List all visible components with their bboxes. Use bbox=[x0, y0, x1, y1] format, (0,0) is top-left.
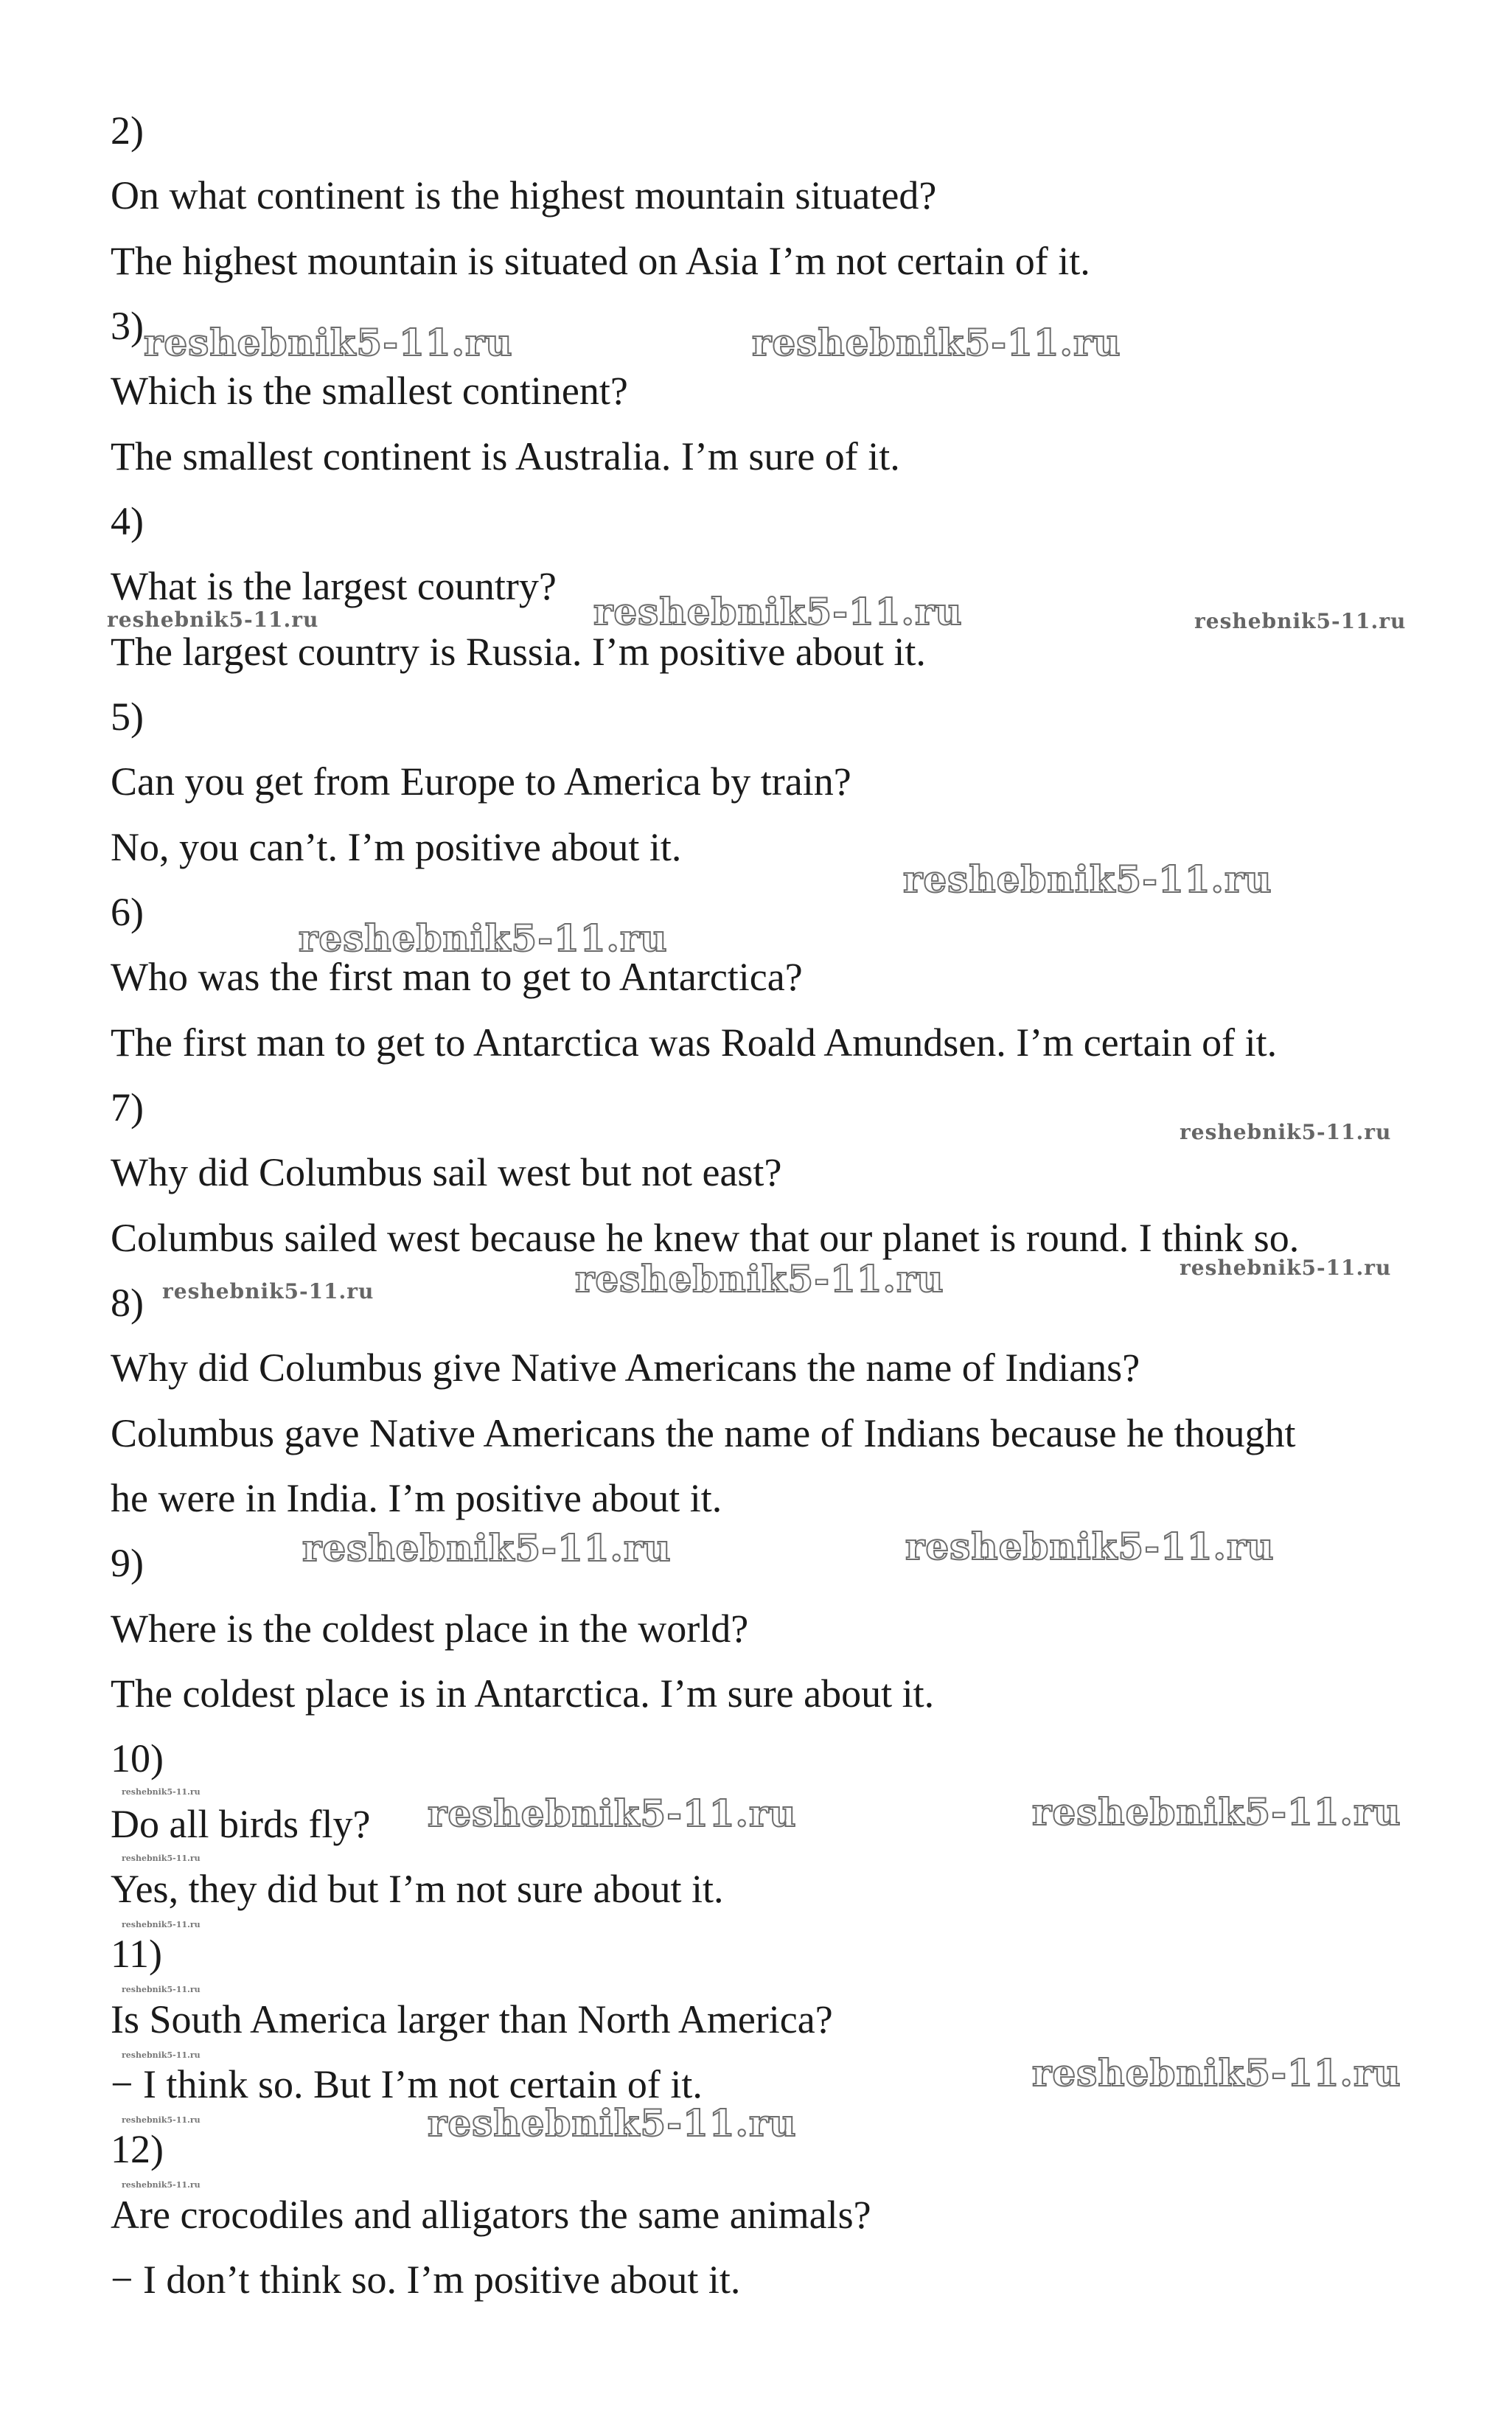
watermark: reshebnik5-11.ru bbox=[593, 590, 963, 633]
watermark: reshebnik5-11.ru bbox=[122, 2180, 201, 2190]
item-number: 2) bbox=[111, 108, 144, 153]
watermark: reshebnik5-11.ru bbox=[122, 2115, 201, 2125]
watermark: reshebnik5-11.ru bbox=[122, 2050, 201, 2060]
item-number: 3) bbox=[111, 304, 144, 348]
text-line: The largest country is Russia. I’m positive about it. bbox=[111, 630, 926, 674]
text-line: The first man to get to Antarctica was Roald Amundsen. I’m certain of it. bbox=[111, 1020, 1278, 1065]
text-line: The smallest continent is Australia. I’m sure of it. bbox=[111, 434, 900, 478]
text-line: What is the largest country? bbox=[111, 564, 557, 608]
watermark: reshebnik5-11.ru bbox=[1032, 1790, 1401, 1834]
text-line: Is South America larger than North America? bbox=[111, 1997, 833, 2042]
text-line: Columbus gave Native Americans the name of Indians because he thought bbox=[111, 1411, 1296, 1455]
item-number: 12) bbox=[111, 2127, 164, 2171]
watermark: reshebnik5-11.ru bbox=[1180, 1256, 1392, 1280]
item-number: 4) bbox=[111, 499, 144, 543]
text-line: Why did Columbus sail west but not east? bbox=[111, 1150, 782, 1194]
watermark: reshebnik5-11.ru bbox=[122, 1787, 201, 1797]
item-number: 11) bbox=[111, 1932, 162, 1976]
watermark: reshebnik5-11.ru bbox=[1194, 609, 1407, 633]
text-line: The highest mountain is situated on Asia I’m not certain of it. bbox=[111, 239, 1090, 283]
text-line: Where is the coldest place in the world? bbox=[111, 1607, 749, 1651]
watermark: reshebnik5-11.ru bbox=[299, 916, 668, 960]
watermark: reshebnik5-11.ru bbox=[107, 608, 319, 632]
item-number: 8) bbox=[111, 1281, 144, 1325]
watermark: reshebnik5-11.ru bbox=[162, 1279, 374, 1304]
text-line: The coldest place is in Antarctica. I’m sure about it. bbox=[111, 1671, 935, 1716]
item-number: 9) bbox=[111, 1541, 144, 1585]
text-line: Yes, they did but I’m not sure about it. bbox=[111, 1867, 724, 1911]
item-number: 6) bbox=[111, 890, 144, 934]
text-line: Which is the smallest continent? bbox=[111, 369, 628, 413]
item-number: 10) bbox=[111, 1736, 164, 1781]
text-line: Are crocodiles and alligators the same animals? bbox=[111, 2193, 871, 2237]
item-number: 5) bbox=[111, 695, 144, 739]
item-number: 7) bbox=[111, 1085, 144, 1130]
watermark: reshebnik5-11.ru bbox=[144, 321, 513, 364]
text-line: he were in India. I’m positive about it. bbox=[111, 1476, 722, 1520]
text-line: No, you can’t. I’m positive about it. bbox=[111, 825, 682, 869]
watermark: reshebnik5-11.ru bbox=[752, 321, 1121, 364]
watermark: reshebnik5-11.ru bbox=[575, 1257, 944, 1301]
text-line: − I don’t think so. I’m positive about it. bbox=[111, 2258, 741, 2302]
text-line: On what continent is the highest mountain situated? bbox=[111, 173, 937, 217]
text-line: Do all birds fly? bbox=[111, 1802, 371, 1846]
watermark: reshebnik5-11.ru bbox=[428, 1792, 797, 1835]
text-line: Why did Columbus give Native Americans the name of Indians? bbox=[111, 1346, 1140, 1390]
text-line: Can you get from Europe to America by train? bbox=[111, 759, 851, 804]
text-line: Who was the first man to get to Antarctica? bbox=[111, 955, 803, 999]
watermark: reshebnik5-11.ru bbox=[905, 1525, 1275, 1568]
watermark: reshebnik5-11.ru bbox=[903, 857, 1272, 901]
watermark: reshebnik5-11.ru bbox=[122, 1920, 201, 1929]
watermark: reshebnik5-11.ru bbox=[1180, 1120, 1392, 1144]
watermark: reshebnik5-11.ru bbox=[302, 1526, 672, 1570]
text-line: − I think so. But I’m not certain of it. bbox=[111, 2062, 703, 2106]
watermark: reshebnik5-11.ru bbox=[428, 2101, 797, 2145]
text-line: Columbus sailed west because he knew that our planet is round. I think so. bbox=[111, 1216, 1300, 1260]
watermark: reshebnik5-11.ru bbox=[1032, 2051, 1401, 2095]
watermark: reshebnik5-11.ru bbox=[122, 1985, 201, 1994]
watermark: reshebnik5-11.ru bbox=[122, 1854, 201, 1863]
